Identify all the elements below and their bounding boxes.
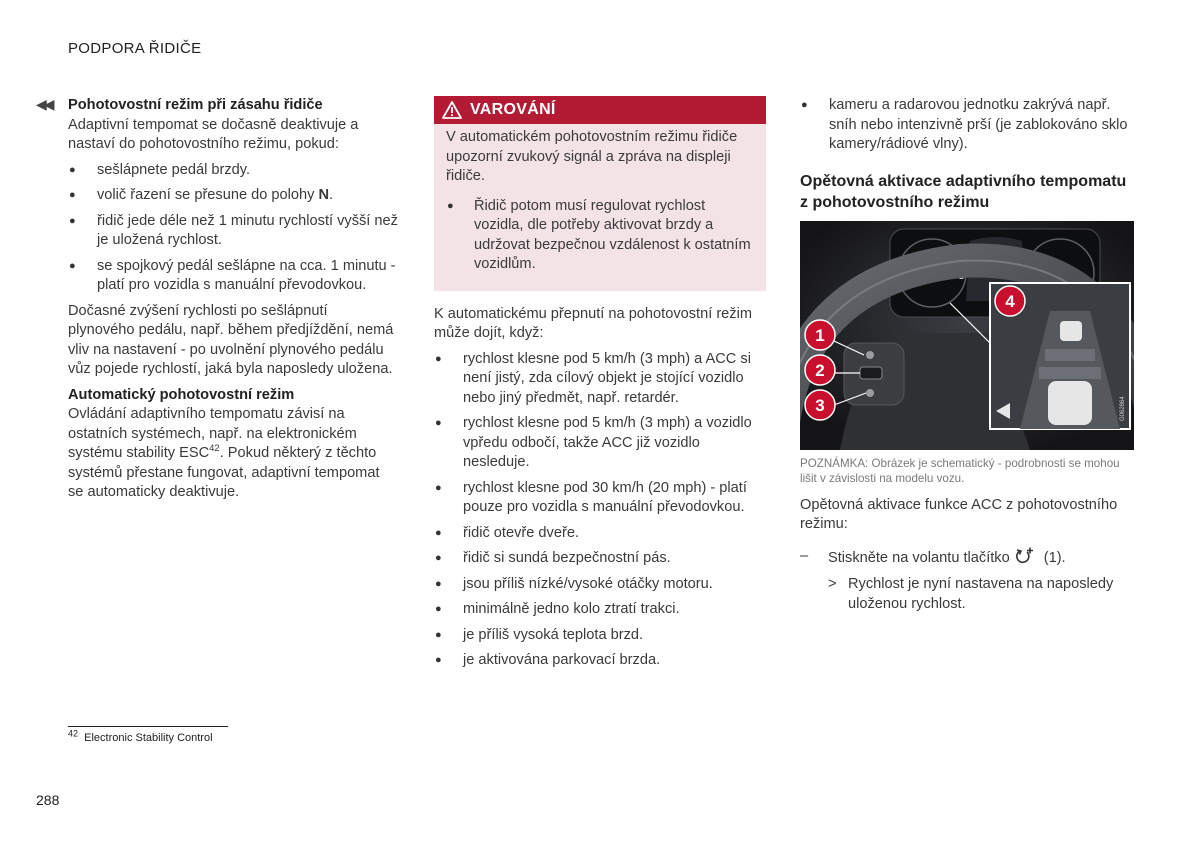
cluster-speed: 76 [946, 262, 967, 283]
heading-automatic-standby: Automatický pohotovostní režim [68, 386, 295, 403]
step-dash: – [800, 547, 809, 564]
esc-paragraph [68, 405, 398, 503]
marker-2 [805, 355, 835, 385]
list-item: ● kameru a radarovou jednotku zakrývá např. sníh nebo intenzivně prší (je zablokováno sklo kamery/rádiové vlny). [800, 96, 1130, 155]
list-item: ● Řidič potom musí regulovat rychlost vozidla, dle potřeby aktivovat brzdy a udržovat bezpečnou vzdálenost k ostatním vozidlům. [446, 197, 754, 275]
list-item: ● rychlost klesne pod 5 km/h (3 mph) a vozidlo vpředu odbočí, takže ACC již vozidlo nesleduje. [434, 414, 766, 473]
list-item [68, 186, 398, 206]
column-3 [800, 96, 1130, 614]
footnote-ref[interactable]: 42 [209, 443, 220, 455]
list-item-text: . [329, 187, 334, 203]
column-2 [434, 96, 766, 677]
blocked-sensor-list [800, 96, 1130, 155]
auto-standby-intro: K automatickému přepnutí na pohotovostní režim může dojít, když: [434, 305, 752, 341]
list-item: ● řidič jede déle než 1 minutu rychlostí vyšší než je uložená rychlost. [68, 212, 398, 251]
warning-body [434, 124, 766, 291]
heading-driver-intervention: Pohotovostní režim při zásahu řidiče [68, 97, 323, 113]
list-item: ● řidič otevře dveře. [434, 524, 766, 544]
list-item: ● rychlost klesne pod 5 km/h (3 mph) a ACC si není jistý, zda cílový objekt je stojící vozidlo nebo jiný předmět, např. retardér. [434, 350, 766, 409]
footnote-number: 42 [68, 728, 79, 739]
auto-standby-list [434, 350, 766, 671]
step-ref: (1). [1043, 549, 1066, 566]
list-item: ● se spojkový pedál sešlápne na cca. 1 minutu - platí pro vozidla s manuální převodovkou. [68, 257, 398, 296]
heading-reactivation: Opětovná aktivace adaptivního tempomatu z pohotovostního režimu [800, 172, 1127, 211]
list-item: ● jsou příliš nízké/vysoké otáčky motoru. [434, 575, 766, 595]
footnote-text: Electronic Stability Control [84, 732, 213, 744]
column-1 [68, 96, 398, 509]
result-text: Rychlost je nyní nastavena na naposledy uloženou rychlost. [848, 576, 1114, 612]
marker-1 [805, 320, 835, 350]
figure-caption: POZNÁMKA: Obrázek je schematický - podrobnosti se mohou lišit v závislosti na modelu vozu. [800, 456, 1120, 485]
marker-4 [995, 286, 1025, 316]
esc-paragraph-text: Ovládání adaptivního tempomatu závisí na ostatních systémech, např. na elektronickém systému stability ESC [68, 406, 357, 461]
instruction-step [800, 547, 1130, 572]
step-text: Stiskněte na volantu tlačítko [828, 549, 1010, 566]
warning-box [434, 96, 766, 291]
speed-increase-paragraph: Dočasné zvýšení rychlosti po sešlápnutí plynového pedálu, např. během předjíždění, nemá vliv na nastavení - po uvolnění plynového pedálu vůz pojede rychlostí, jaká byla naposledy uložena. [68, 302, 394, 377]
list-item-text: volič řazení se přesune do polohy [97, 187, 319, 203]
marker-3 [805, 390, 835, 420]
list-item: ● minimálně jedno kolo ztratí trakci. [434, 600, 766, 620]
section-header: PODPORA ŘIDIČE [68, 40, 202, 57]
list-item: ● je příliš vysoká teplota brzd. [434, 626, 766, 646]
list-item: ● sešlápnete pedál brzdy. [68, 161, 398, 181]
svg-text:4: 4 [1005, 291, 1015, 311]
list-item: ● řidič si sundá bezpečnostní pás. [434, 549, 766, 569]
list-item: ● je aktivována parkovací brzda. [434, 651, 766, 671]
intro-paragraph: Adaptivní tempomat se dočasně deaktivuje a nastaví do pohotovostního režimu, pokud: [68, 116, 359, 152]
reactivation-intro: Opětovná aktivace funkce ACC z pohotovostního režimu: [800, 496, 1118, 532]
warning-text: V automatickém pohotovostním režimu řidiče upozorní zvukový signál a zpráva na displeji řidiče. [446, 129, 738, 184]
footnote-divider [68, 726, 228, 727]
gear-position-label: N [318, 187, 330, 203]
page-number: 288 [36, 792, 60, 808]
esc-paragraph-text-2: . Pokud některý z těchto systémů přestane fungovat, adaptivní tempomat se automaticky deaktivuje. [68, 445, 380, 500]
figure-code: G062864 [1120, 395, 1126, 421]
warning-title: VAROVÁNÍ [470, 101, 556, 119]
warning-list [446, 197, 754, 275]
result-marker: > [828, 576, 837, 592]
conditions-list [68, 161, 398, 296]
back-double-chevron-icon[interactable]: ◀◀ [36, 96, 52, 112]
svg-text:3: 3 [815, 395, 825, 415]
warning-header [434, 96, 766, 124]
resume-speed-icon [1014, 547, 1034, 572]
svg-text:2: 2 [815, 360, 825, 380]
warning-triangle-icon [434, 101, 470, 119]
list-item: ● rychlost klesne pod 30 km/h (20 mph) - platí pouze pro vozidla s manuální převodovkou. [434, 479, 766, 518]
step-result [800, 575, 1130, 614]
svg-text:1: 1 [815, 325, 825, 345]
steering-wheel-illustration [800, 221, 1134, 450]
footnote [68, 728, 213, 744]
